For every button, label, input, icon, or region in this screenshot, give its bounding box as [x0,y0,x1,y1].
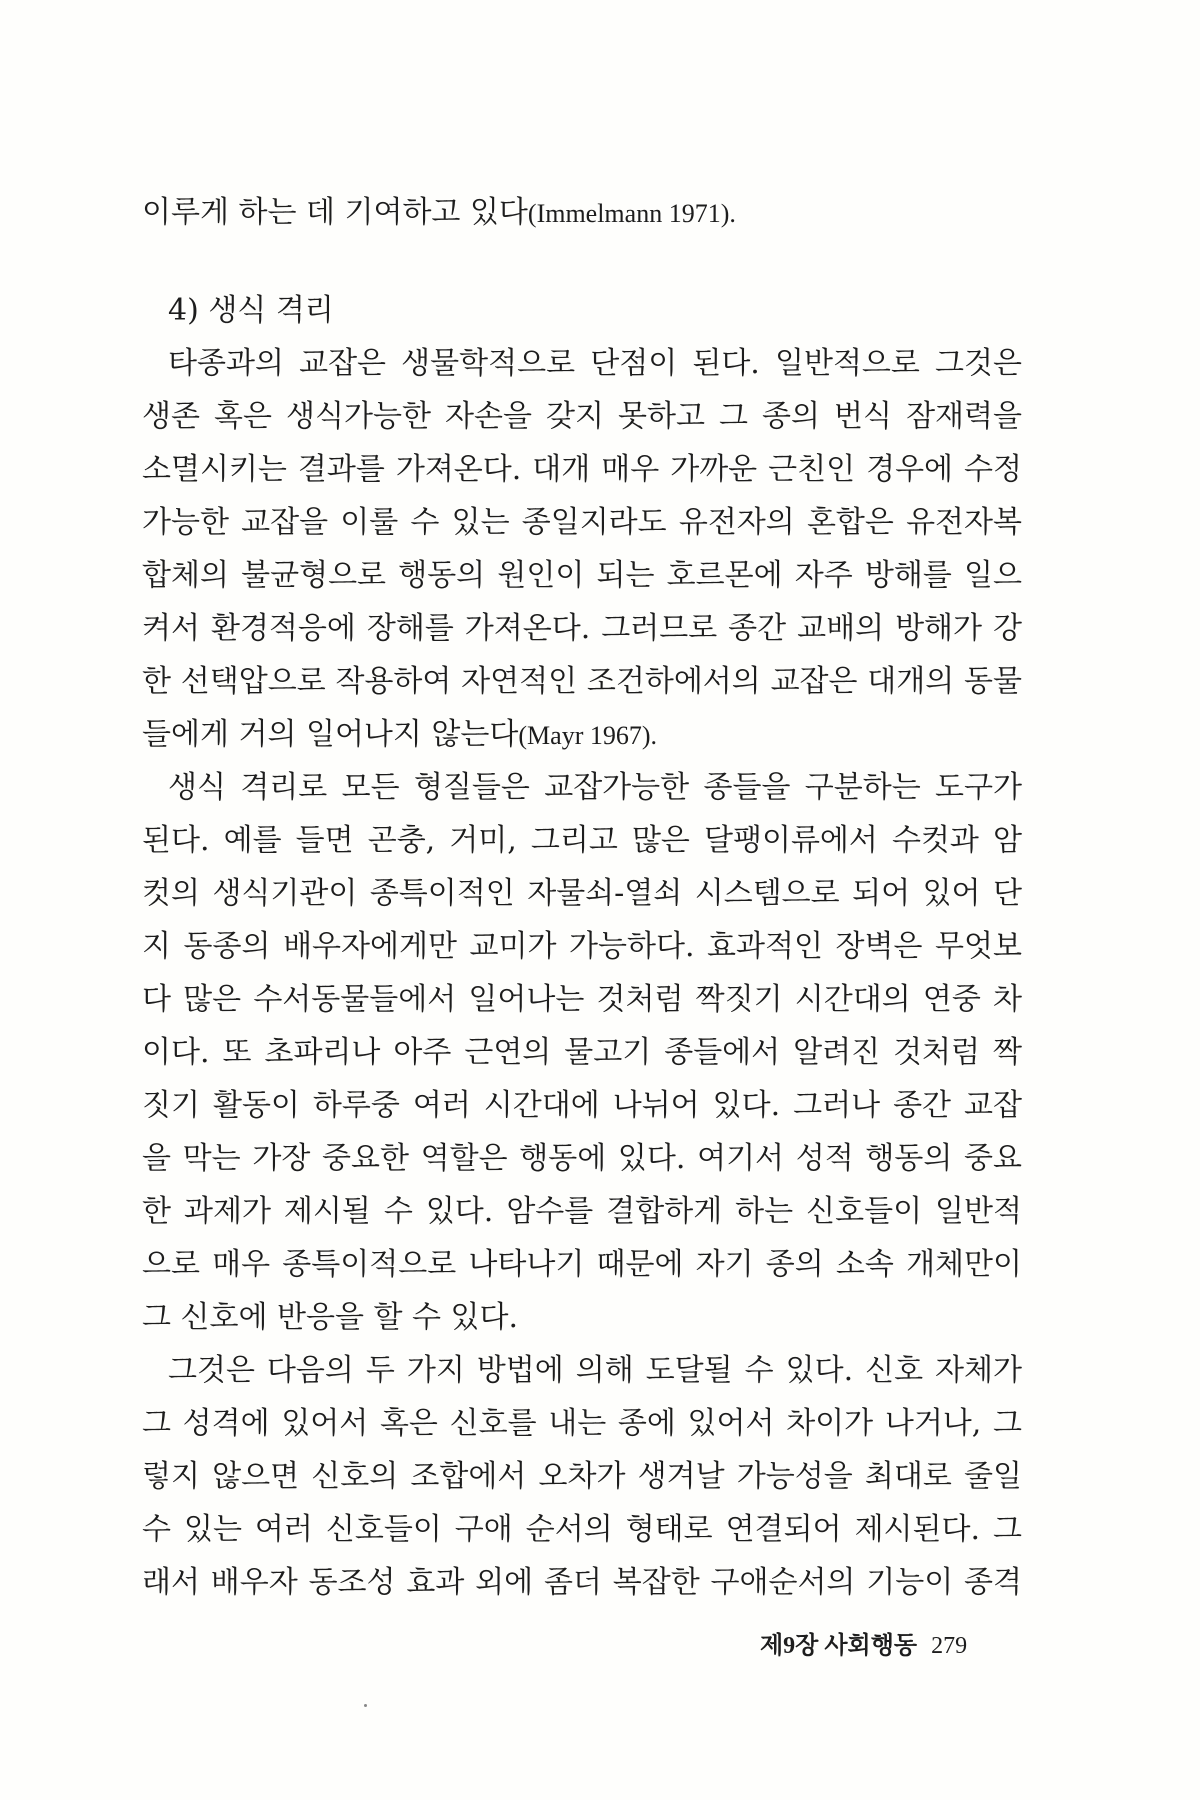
paragraph-line: 짓기 활동이 하루중 여러 시간대에 나뉘어 있다. 그러나 종간 교잡 [142,1088,1022,1123]
paragraph-line: 다 많은 수서동물들에서 일어나는 것처럼 짝짓기 시간대의 연중 차 [142,982,1022,1017]
paragraph-line: 생존 혹은 생식가능한 자손을 갖지 못하고 그 종의 번식 잠재력을 [142,399,1022,434]
paragraph-line: 한 선택압으로 작용하여 자연적인 조건하에서의 교잡은 대개의 동물 [142,664,1022,699]
paragraph-line: 그 신호에 반응을 할 수 있다. [142,1300,518,1335]
paragraph-line: 켜서 환경적응에 장해를 가져온다. 그러므로 종간 교배의 방해가 강 [142,611,1022,646]
paragraph-line: 수 있는 여러 신호들이 구애 순서의 형태로 연결되어 제시된다. 그 [142,1512,1022,1547]
paragraph-line: 합체의 불균형으로 행동의 원인이 되는 호르몬에 자주 방해를 일으 [142,558,1022,593]
paragraph-line: 컷의 생식기관이 종특이적인 자물쇠-열쇠 시스템으로 되어 있어 단 [142,876,1022,911]
continued-line-text: 이루게 하는 데 기여하고 있다 [142,195,528,230]
chapter-title: 제9장 사회행동 [760,1633,918,1659]
page-footer [760,1625,967,1660]
continued-line [142,186,736,240]
page-number: 279 [931,1633,968,1659]
paragraph-line: 한 과제가 제시될 수 있다. 암수를 결합하게 하는 신호들이 일반적 [142,1194,1022,1229]
paragraph-line: 그것은 다음의 두 가지 방법에 의해 도달될 수 있다. 신호 자체가 [168,1353,1022,1388]
paragraph-2 [142,761,1022,1344]
paragraph-line: 그 성격에 있어서 혹은 신호를 내는 종에 있어서 차이가 나거나, 그 [142,1406,1022,1441]
citation: (Mayr 1967). [518,721,658,750]
paragraph-1 [142,337,1022,761]
paragraph-line: 래서 배우자 동조성 효과 외에 좀더 복잡한 구애순서의 기능이 종격 [142,1565,1022,1600]
paragraph-line: 가능한 교잡을 이룰 수 있는 종일지라도 유전자의 혼합은 유전자복 [142,505,1022,540]
paragraph-3 [142,1344,1022,1609]
scan-speck [364,1704,367,1707]
paragraph-line: 이다. 또 초파리나 아주 근연의 물고기 종들에서 알려진 것처럼 짝 [142,1035,1022,1070]
paragraph-last-text: 들에게 거의 일어나지 않는다 [142,717,519,752]
citation: (Immelmann 1971). [527,199,736,228]
paragraph-line: 된다. 예를 들면 곤충, 거미, 그리고 많은 달팽이류에서 수컷과 암 [142,823,1022,858]
paragraph-line: 으로 매우 종특이적으로 나타나기 때문에 자기 종의 소속 개체만이 [142,1247,1022,1282]
paragraph-line: 지 동종의 배우자에게만 교미가 가능하다. 효과적인 장벽은 무엇보 [142,929,1022,964]
paragraph-line: 을 막는 가장 중요한 역할은 행동에 있다. 여기서 성적 행동의 중요 [142,1141,1022,1176]
paragraph-line: 타종과의 교잡은 생물학적으로 단점이 된다. 일반적으로 그것은 [168,346,1022,381]
section-heading: 4) 생식 격리 [168,293,334,328]
paragraph-line: 소멸시키는 결과를 가져온다. 대개 매우 가까운 근친인 경우에 수정 [142,452,1022,487]
paragraph-line: 생식 격리로 모든 형질들은 교잡가능한 종들을 구분하는 도구가 [168,770,1022,805]
paragraph-line: 렇지 않으면 신호의 조합에서 오차가 생겨날 가능성을 최대로 줄일 [142,1459,1022,1494]
paragraph-line [142,708,1022,761]
